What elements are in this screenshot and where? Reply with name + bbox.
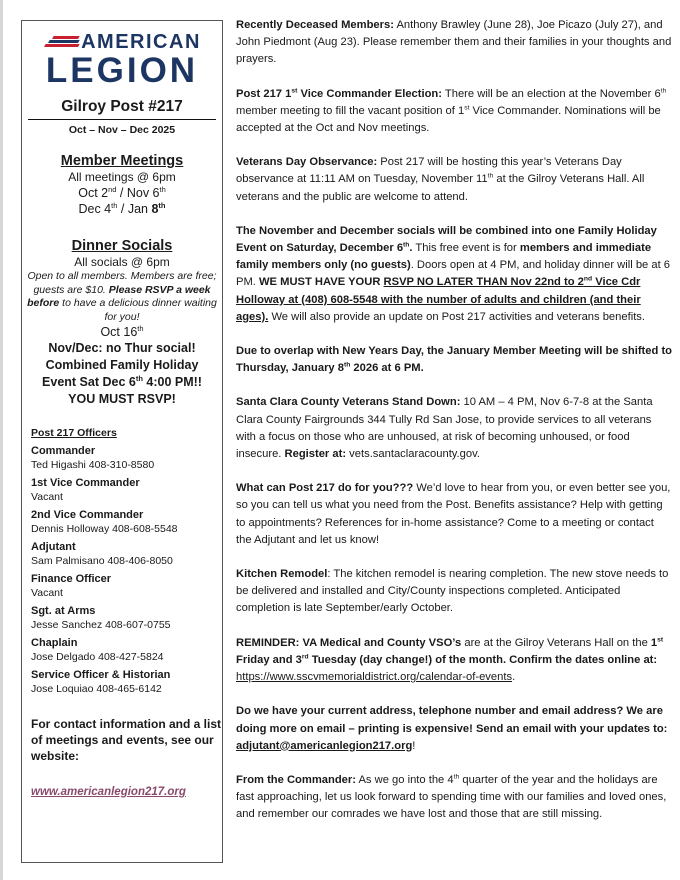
veterans-day-item: Veterans Day Observance: Post 217 will be hosting this year’s Veterans Day observance at 11:11 AM on Tuesday, November 11th at the Gilroy Veterans Hall. All veterans and the public are welcome to attend. (236, 156, 645, 203)
officer-item: Service Officer & Historian Jose Loquiao 408-465-6142 (31, 669, 171, 695)
deceased-members-item: Recently Deceased Members: Anthony Brawley (June 28), Joe Picazo (July 27), and John Piedmont (Aug 23). Please remember them and their families in your thoughts and prayers. (236, 19, 672, 66)
meeting-dates-1: Oct 2nd / Nov 6th (78, 184, 166, 200)
update-address-item: Do we have your current address, telephone number and email address? We are doing more on email – printing is expensive! Send an email with your updates to: adjutant@americanlegion217.org! (236, 705, 668, 752)
kitchen-remodel-item: Kitchen Remodel: The kitchen remodel is nearing completion. The new stove needs to be delivered and installed and City/County inspections completed. Anticipated completion is late September/early October. (236, 568, 669, 615)
dinner-socials-heading: Dinner Socials (71, 238, 173, 254)
officer-item: Commander Ted Higashi 408-310-8580 (31, 445, 155, 471)
officer-item: Finance Officer Vacant (31, 573, 112, 599)
officer-item: 1st Vice Commander Vacant (31, 477, 140, 503)
january-meeting-item: Due to overlap with New Years Day, the January Member Meeting will be shifted to Thursday, January 8th 2026 at 6 PM. (236, 345, 673, 375)
meeting-dates-2: Dec 4th / Jan 8th (78, 200, 166, 216)
social-notice-1: Nov/Dec: no Thur social! (48, 341, 196, 355)
page-edge (0, 0, 3, 880)
what-can-post-do-item: What can Post 217 do for you??? We’d love to hear from you, or even better see you, so you can tell us what you need from the Post. Benefits assistance? Help with getting to appointments? References for in-home assistance? Come to a meeting or contact the Adjutant and let us know! (236, 482, 671, 546)
all-socials-time: All socials @ 6pm (74, 255, 170, 269)
officers-heading: Post 217 Officers (31, 427, 117, 439)
officer-item: 2nd Vice Commander Dennis Holloway 408-608-5548 (31, 509, 178, 535)
american-legion-logo (22, 31, 222, 93)
quarter-label: Oct – Nov – Dec 2025 (68, 124, 176, 136)
adjutant-email-link[interactable]: adjutant@americanlegion217.org (236, 739, 413, 752)
vice-commander-election-item: Post 217 1st Vice Commander Election: There will be an election at the November 6th member meeting to fill the vacant position of 1st Vice Commander. Nominations will be accepted at the Oct and Nov meetings. (236, 86, 667, 135)
calendar-link[interactable]: https://www.sscvmemorialdistrict.org/calendar-of-events (236, 671, 513, 684)
member-meetings-heading: Member Meetings (60, 153, 184, 169)
website-link[interactable]: www.americanlegion217.org (31, 786, 186, 798)
social-notice-3: Event Sat Dec 6th 4:00 PM!! (42, 373, 202, 389)
newsletter-body (236, 17, 672, 841)
all-meetings-time: All meetings @ 6pm (68, 170, 176, 184)
stand-down-item: Santa Clara County Veterans Stand Down: 10 AM – 4 PM, Nov 6-7-8 at the Santa Clara County Fairgrounds 344 Tully Rd San Jose, to provide services to all veterans with a focus on those who are unhoused, at risk of becoming unhoused, or food insecure. Register at: vets.santaclaracounty.gov. (236, 396, 653, 461)
va-reminder-item: REMINDER: VA Medical and County VSO’s are at the Gilroy Veterans Hall on the 1st Friday and 3rd Tuesday (day change!) of the month. Confirm the dates online at: https://www.sscvmemorialdistrict.org/calendar-of-events. (236, 635, 664, 684)
social-notice-4: YOU MUST RSVP! (68, 392, 176, 406)
member-meetings-section (22, 152, 222, 217)
oct-social-date: Oct 16th (100, 323, 144, 339)
contact-info-text: For contact information and a list of meetings and events, see our website: (31, 717, 222, 763)
officer-item: Chaplain Jose Delgado 408-427-5824 (31, 637, 164, 663)
logo-legion: LEGION (45, 51, 199, 90)
title-divider (28, 119, 216, 120)
commander-message-item: From the Commander: As we go into the 4th quarter of the year and the holidays are fast approaching, let us look forward to spending time with our families and loved ones, and remember our comrades we have lost and those that are still missing. (236, 773, 667, 821)
logo-american: AMERICAN (81, 31, 201, 53)
officers-list (22, 426, 222, 696)
flag-stripes-icon (43, 35, 79, 49)
socials-note: Open to all members. Members are free; guests are $10. Please RSVP a week before to have a delicious dinner waiting for you! (27, 270, 217, 323)
social-notice-2: Combined Family Holiday (45, 358, 199, 372)
officer-item: Adjutant Sam Palmisano 408-406-8050 (31, 541, 173, 567)
dinner-socials-section (22, 237, 222, 408)
officer-item: Sgt. at Arms Jesse Sanchez 408-607-0755 (31, 605, 171, 631)
sidebar-box (21, 20, 223, 863)
holiday-event-item: The November and December socials will be combined into one Family Holiday Event on Saturday, December 6th. This free event is for members and immediate family members only (no guests). Doors open at 4 PM, and holiday dinner will be at 6 PM. WE MUST HAVE YOUR RSVP NO LATER THAN Nov 22nd to 2nd Vice Cdr Holloway at (408) 608-5548 with the number of adults and children (and their ages). We will also provide an update on Post 217 activities and veterans benefits. (236, 224, 671, 323)
post-title: Gilroy Post #217 (61, 98, 183, 115)
